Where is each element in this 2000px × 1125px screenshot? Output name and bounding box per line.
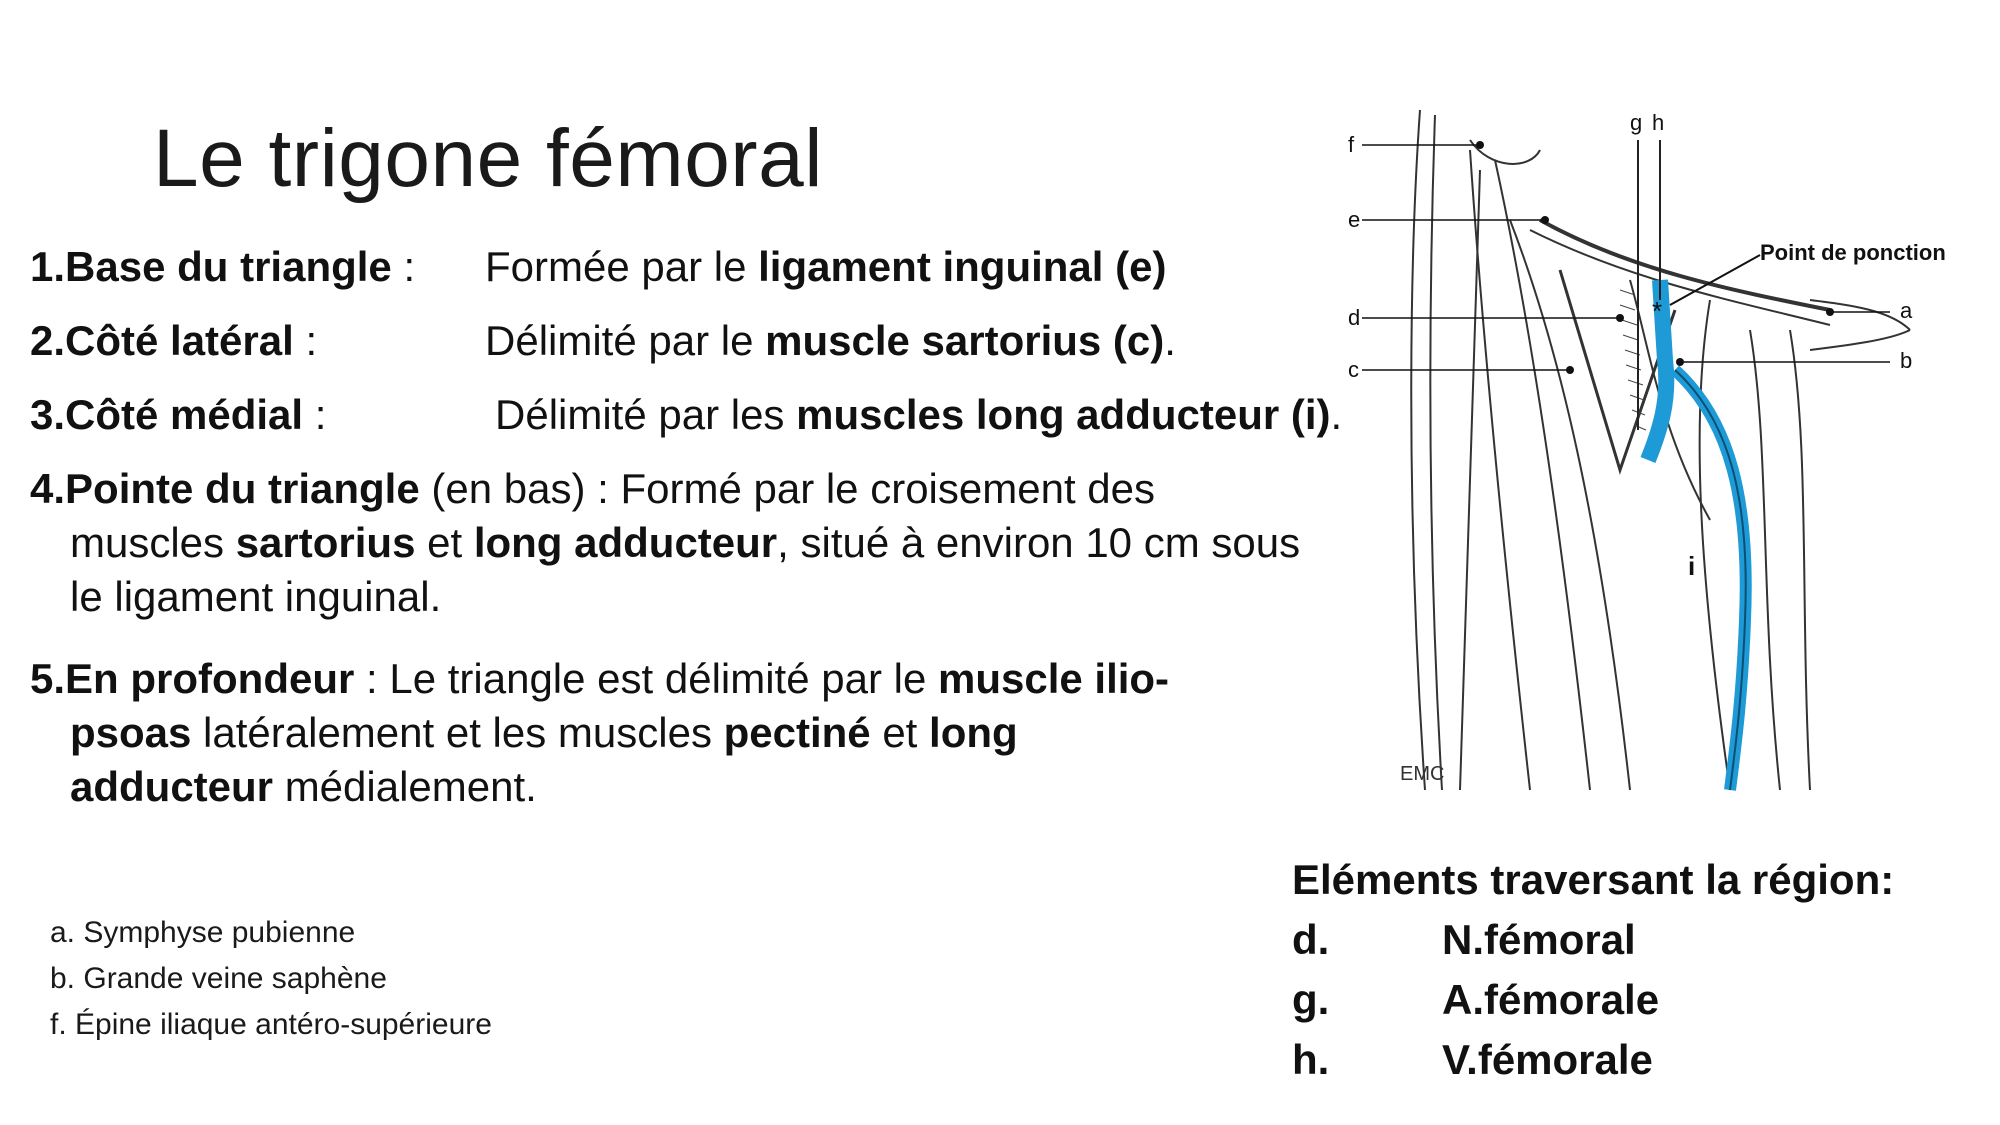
para-line [30,516,1390,570]
saphenous-vein [1675,370,1746,790]
list-item-lateral [30,314,1176,368]
legend-item: b. Grande veine saphène [50,962,387,995]
desc-after: . [1330,391,1343,438]
element-value: V.fémorale [1442,1036,1653,1083]
femoral-triangle-drawing [1330,100,2000,800]
anatomy-illustration [1330,100,2000,800]
element-row [1292,1030,1894,1090]
puncture-point-label: Point de ponction [1760,240,1946,265]
para-bold: pectiné [723,709,871,756]
item-label: 1.Base du triangle [30,243,392,290]
element-key: d. [1292,916,1330,963]
item-label: 5.En profondeur [30,655,355,702]
label-d: d [1348,305,1361,330]
para-text: médialement. [273,763,537,810]
label-b: b [1900,348,1913,373]
item-separator: : [293,317,318,364]
puncture-star: * [1652,296,1663,326]
list-item-base [30,240,1167,294]
item-separator: : [303,391,327,438]
item-description [495,388,1342,442]
element-value: A.fémorale [1442,976,1660,1023]
item-description [485,240,1166,294]
para-text: , situé à environ 10 cm sous [777,519,1301,566]
list-item-depth [30,652,1390,814]
para-text: le ligament inguinal. [70,573,442,620]
element-row [1292,910,1894,970]
label-a: a [1900,298,1913,323]
label-i: i [1688,551,1696,581]
item-description [485,314,1176,368]
page-title: Le trigone fémoral [153,113,823,204]
label-e: e [1348,207,1361,232]
para-bold: sartorius [235,519,416,566]
list-item-apex [30,462,1390,624]
para-bold: long adducteur [473,519,778,566]
para-bold: muscle ilio- [937,655,1170,702]
para-text: (en bas) : Formé par le croisement des [419,465,1156,512]
desc-bold: ligament inguinal (e) [758,243,1167,290]
label-h: h [1652,110,1665,135]
desc-text: Délimité par le [485,317,766,364]
para-text: muscles [70,519,236,566]
desc-text: Délimité par les [495,391,797,438]
desc-bold: muscle sartorius (c) [765,317,1165,364]
para-bold: adducteur [70,763,274,810]
para-text: et [415,519,474,566]
para-text: latéralement et les muscles [191,709,724,756]
para-text: : Le triangle est délimité par le [354,655,938,702]
legend-item: f. Épine iliaque antéro-supérieure [50,1008,492,1041]
element-row [1292,970,1894,1030]
elements-heading: Eléments traversant la région: [1292,856,1895,903]
figure-legend [50,910,492,1048]
para-line [30,570,1390,624]
emc-credit: EMC [1400,763,1445,785]
crossing-elements [1292,850,1894,1090]
element-key: h. [1292,1036,1330,1083]
element-key: g. [1292,976,1330,1023]
item-separator: : [391,243,416,290]
desc-after: . [1164,317,1176,364]
para-bold: long [929,709,1018,756]
para-bold: psoas [70,709,192,756]
item-label: 3.Côté médial [30,391,304,438]
label-f: f [1348,132,1355,157]
desc-text: Formée par le [485,243,759,290]
desc-bold: muscles long adducteur (i) [796,391,1331,438]
item-label: 2.Côté latéral [30,317,294,364]
label-c: c [1348,357,1359,382]
puncture-callout-line [1670,255,1760,305]
label-g: g [1630,110,1643,135]
legend-item: a. Symphyse pubienne [50,916,356,949]
element-value: N.fémoral [1442,916,1636,963]
item-label: 4.Pointe du triangle [30,465,420,512]
list-item-medial [30,388,1343,442]
para-line [30,760,1390,814]
para-text: et [870,709,930,756]
para-line [30,706,1390,760]
